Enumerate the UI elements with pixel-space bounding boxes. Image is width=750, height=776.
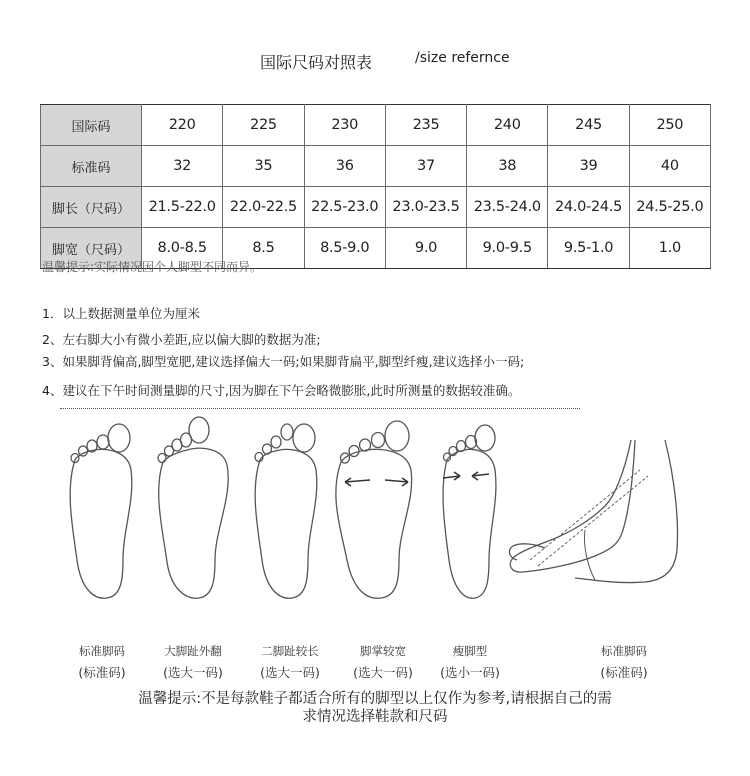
table-row — [41, 105, 711, 146]
table-cell: 23.0-23.5 — [385, 187, 466, 228]
page-subtitle: /size refernce — [415, 50, 510, 66]
table-cell: 36 — [304, 146, 385, 187]
table-cell: 245 — [548, 105, 629, 146]
arrow-in-left-icon — [472, 472, 489, 480]
table-cell: 37 — [385, 146, 466, 187]
foot-label-3: 二脚趾较长 — [261, 644, 319, 658]
row-header: 脚宽（尺码） — [41, 228, 142, 269]
table-cell: 235 — [385, 105, 466, 146]
table-cell: 32 — [142, 146, 223, 187]
note-4: 4、建议在下午时间测量脚的尺寸,因为脚在下午会略微膨胀,此时所测量的数据较准确。 — [42, 383, 521, 398]
table-cell: 8.5 — [223, 228, 304, 269]
tip-text: 温馨提示:实际情况因个人脚型不同而异。 — [42, 260, 263, 274]
foot-sub-2: (选大一码) — [163, 665, 223, 680]
table-cell: 40 — [629, 146, 710, 187]
foot-side-view-icon — [510, 440, 678, 583]
arrow-right-icon — [385, 478, 408, 486]
row-header: 标准码 — [41, 146, 142, 187]
row-header: 国际码 — [41, 105, 142, 146]
foot-sub-4: (选大一码) — [353, 665, 413, 680]
foot-label-6: 标准脚码 — [601, 644, 647, 658]
foot-label-5: 瘦脚型 — [452, 644, 488, 658]
bottom-tip-line2: 求情况选择鞋款和尺码 — [302, 709, 448, 725]
foot-sub-1: (标准码) — [78, 665, 126, 680]
table-cell: 9.0 — [385, 228, 466, 269]
table-cell: 225 — [223, 105, 304, 146]
table-row — [41, 187, 711, 228]
note-2: 2、左右脚大小有微小差距,应以偏大脚的数据为准; — [42, 332, 321, 347]
bottom-tip — [100, 690, 650, 726]
note-3: 3、如果脚背偏高,脚型宽肥,建议选择偏大一码;如果脚背扁平,脚型纤瘦,建议选择小一码; — [42, 354, 525, 369]
page-title: 国际尺码对照表 — [260, 53, 373, 72]
table-cell: 9.5-1.0 — [548, 228, 629, 269]
note-1: 1．以上数据测量单位为厘米 — [42, 306, 200, 321]
table-cell: 23.5-24.0 — [467, 187, 548, 228]
foot-sub-3: (选大一码) — [260, 665, 320, 680]
table-cell: 8.0-8.5 — [142, 228, 223, 269]
foot-label-1: 标准脚码 — [79, 644, 125, 658]
table-cell: 230 — [304, 105, 385, 146]
feet-illustration — [40, 400, 730, 600]
arrow-left-icon — [345, 478, 370, 486]
size-table — [40, 104, 711, 269]
table-cell: 22.5-23.0 — [304, 187, 385, 228]
table-cell: 35 — [223, 146, 304, 187]
arrow-in-right-icon — [443, 472, 460, 480]
table-cell: 21.5-22.0 — [142, 187, 223, 228]
table-cell: 220 — [142, 105, 223, 146]
foot-wide-icon — [336, 421, 412, 598]
foot-sub-5: (选小一码) — [440, 665, 500, 680]
table-row — [41, 146, 711, 187]
bottom-tip-line1: 温馨提示:不是每款鞋子都适合所有的脚型以上仅作为参考,请根据自己的需 — [138, 691, 612, 707]
foot-slim-icon — [443, 425, 496, 598]
foot-label-4: 脚掌较宽 — [360, 644, 406, 658]
table-cell: 39 — [548, 146, 629, 187]
table-cell: 38 — [467, 146, 548, 187]
foot-bunion-icon — [158, 417, 228, 598]
foot-long-second-toe-icon — [255, 424, 317, 598]
table-cell: 240 — [467, 105, 548, 146]
foot-sub-6: (标准码) — [600, 665, 648, 680]
table-cell: 8.5-9.0 — [304, 228, 385, 269]
table-cell: 24.5-25.0 — [629, 187, 710, 228]
foot-standard-icon — [70, 424, 132, 598]
table-cell: 9.0-9.5 — [467, 228, 548, 269]
measure-line-2 — [538, 476, 648, 566]
row-header: 脚长（尺码） — [41, 187, 142, 228]
foot-label-2: 大脚趾外翻 — [164, 644, 222, 658]
table-cell: 1.0 — [629, 228, 710, 269]
table-cell: 250 — [629, 105, 710, 146]
table-cell: 24.0-24.5 — [548, 187, 629, 228]
table-cell: 22.0-22.5 — [223, 187, 304, 228]
